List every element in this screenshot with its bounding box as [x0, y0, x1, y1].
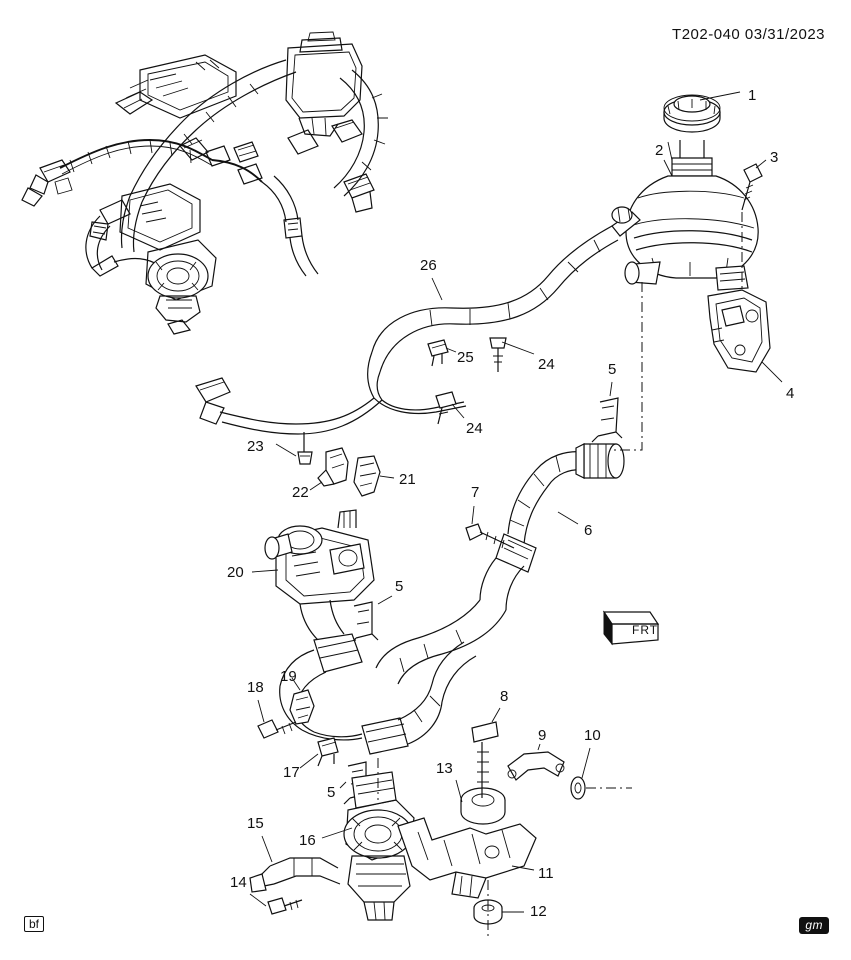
leader-2	[668, 142, 672, 160]
hose-26	[196, 207, 640, 437]
clip-25	[428, 340, 448, 366]
leader-2b	[664, 160, 672, 176]
bracket-22	[318, 448, 348, 486]
leader-5b	[378, 596, 392, 604]
mounting-bracket-11	[398, 818, 536, 898]
callout-7: 7	[471, 484, 480, 501]
leader-20	[252, 570, 278, 572]
leader-3	[756, 160, 766, 168]
callout-4: 4	[786, 385, 795, 402]
leader-1	[700, 92, 740, 100]
leader-18	[258, 700, 264, 722]
gm-logo: gm	[799, 917, 829, 934]
front-arrow-label: FRT	[632, 623, 659, 637]
callout-14: 14	[230, 874, 247, 891]
callout-22: 22	[292, 484, 309, 501]
bolt-8	[472, 722, 498, 798]
callout-5a: 5	[608, 361, 617, 378]
leader-23	[276, 444, 296, 456]
leader-8	[492, 708, 500, 722]
callout-21: 21	[399, 471, 416, 488]
leader-9	[538, 744, 540, 750]
leader-22	[310, 482, 322, 490]
sheet-code-badge: bf	[24, 916, 44, 932]
leader-21	[380, 476, 394, 478]
leader-14	[250, 894, 266, 906]
bracket-19	[290, 690, 314, 724]
callout-1: 1	[748, 87, 757, 104]
hose-lower-loop	[376, 600, 506, 684]
callout-5c: 5	[327, 784, 336, 801]
leader-7	[472, 506, 474, 524]
spring-clamp-5b	[350, 602, 378, 644]
push-pin-23	[298, 432, 312, 464]
callout-17: 17	[283, 764, 300, 781]
callout-5b: 5	[395, 578, 404, 595]
leader-24a	[502, 342, 534, 354]
callout-25: 25	[457, 349, 474, 366]
callout-2: 2	[655, 142, 664, 159]
bolt-14	[268, 898, 302, 914]
leader-26	[432, 278, 442, 300]
callout-9: 9	[538, 727, 547, 744]
callout-20: 20	[227, 564, 244, 581]
callout-26: 26	[420, 257, 437, 274]
callout-8: 8	[500, 688, 509, 705]
callout-6: 6	[584, 522, 593, 539]
tank-bracket	[708, 290, 770, 372]
leader-6	[558, 512, 578, 524]
callout-16: 16	[299, 832, 316, 849]
callout-19: 19	[280, 668, 297, 685]
coolant-valve-20	[265, 510, 374, 640]
leader-5a	[610, 382, 612, 396]
leader-13	[456, 780, 462, 802]
surge-tank	[625, 140, 758, 290]
callout-24a: 24	[538, 356, 555, 373]
leader-24b	[452, 404, 464, 418]
drawing-header: T202-040 03/31/2023	[672, 26, 825, 43]
callout-23: 23	[247, 438, 264, 455]
push-pin-24a	[490, 338, 506, 372]
hose-15	[250, 858, 340, 892]
surge-tank-cap	[664, 95, 720, 132]
spring-clamp-5a	[592, 398, 622, 442]
callout-3: 3	[770, 149, 779, 166]
callout-11: 11	[538, 865, 554, 882]
clip-17	[318, 738, 338, 766]
callout-24b: 24	[466, 420, 483, 437]
strap-9	[508, 752, 564, 780]
washer-10	[571, 777, 585, 799]
callout-15: 15	[247, 815, 264, 832]
engine-harness-assembly	[22, 32, 388, 334]
leader-4	[762, 362, 782, 382]
callout-18: 18	[247, 679, 264, 696]
hose-6	[480, 444, 624, 610]
bracket-21	[354, 456, 380, 496]
callout-12: 12	[530, 903, 547, 920]
leader-10	[582, 748, 590, 778]
bolt-18	[258, 720, 296, 738]
callout-13: 13	[436, 760, 453, 777]
auxiliary-water-pump	[344, 772, 414, 920]
leader-15	[262, 836, 272, 862]
leader-5c	[340, 782, 346, 788]
callout-10: 10	[584, 727, 601, 744]
leader-17	[300, 754, 318, 768]
grommet-13	[461, 788, 505, 824]
